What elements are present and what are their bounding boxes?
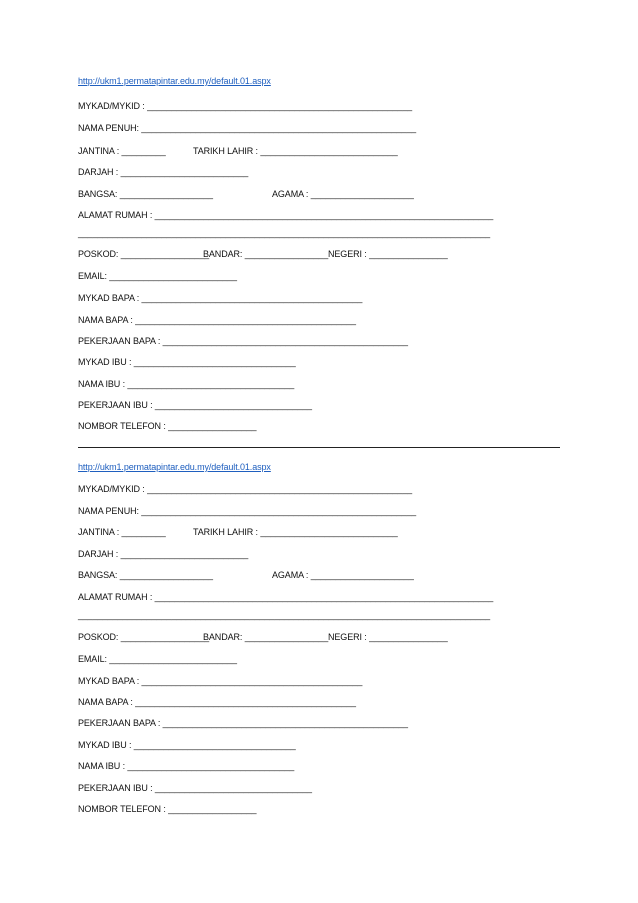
form-2-nama-ibu-field: NAMA IBU : __________________________________: [78, 761, 295, 771]
form-1-darjah-field: DARJAH : __________________________: [78, 167, 249, 177]
form-2-bandar-field: BANDAR: _________________: [203, 632, 329, 642]
form-2-nama-field: NAMA PENUH: ________________________________________________________: [78, 506, 417, 516]
form-1-bangsa-field: BANGSA: ___________________: [78, 189, 213, 199]
form-1-mykad-bapa-field: MYKAD BAPA : _____________________________________________: [78, 293, 363, 303]
form-2-poskod-field: POSKOD: __________________: [78, 632, 210, 642]
form-2-telefon-field: NOMBOR TELEFON : __________________: [78, 804, 257, 814]
form-2-jantina-field: JANTINA : _________: [78, 527, 166, 537]
form-2-pekerjaan-ibu-field: PEKERJAAN IBU : ________________________________: [78, 783, 312, 793]
form-2-darjah-field: DARJAH : __________________________: [78, 549, 249, 559]
form-2-negeri-field: NEGERI : ________________: [328, 632, 448, 642]
form-1-tarikh-lahir-field: TARIKH LAHIR : ____________________________: [193, 146, 398, 156]
form-1-poskod-field: POSKOD: __________________: [78, 249, 210, 259]
form-2-url-link[interactable]: http://ukm1.permatapintar.edu.my/default.01.aspx: [78, 462, 271, 472]
form-1-mykad-field: MYKAD/MYKID : ______________________________________________________: [78, 101, 413, 111]
form-1-jantina-field: JANTINA : _________: [78, 146, 166, 156]
form-2-mykad-field: MYKAD/MYKID : ______________________________________________________: [78, 484, 413, 494]
form-2-bangsa-field: BANGSA: ___________________: [78, 570, 213, 580]
form-2-alamat-field: ALAMAT RUMAH : _____________________________________________________________________: [78, 592, 494, 602]
form-2-email-field: EMAIL: __________________________: [78, 654, 237, 664]
form-1-pekerjaan-bapa-field: PEKERJAAN BAPA : __________________________________________________: [78, 336, 408, 346]
form-1-alamat-line-2: ____________________________________________________________________________________: [78, 228, 491, 238]
form-1-alamat-field: ALAMAT RUMAH : _____________________________________________________________________: [78, 210, 494, 220]
form-1-mykad-ibu-field: MYKAD IBU : _________________________________: [78, 357, 296, 367]
section-divider: [78, 447, 560, 448]
form-2-pekerjaan-bapa-field: PEKERJAAN BAPA : __________________________________________________: [78, 718, 408, 728]
form-1-telefon-field: NOMBOR TELEFON : __________________: [78, 421, 257, 431]
form-1-nama-ibu-field: NAMA IBU : __________________________________: [78, 379, 295, 389]
form-1-url-link[interactable]: http://ukm1.permatapintar.edu.my/default.01.aspx: [78, 76, 271, 86]
form-1-bandar-field: BANDAR: _________________: [203, 249, 329, 259]
form-2-agama-field: AGAMA : _____________________: [272, 570, 414, 580]
form-2-nama-bapa-field: NAMA BAPA : _____________________________________________: [78, 697, 356, 707]
form-1-nama-bapa-field: NAMA BAPA : _____________________________________________: [78, 315, 356, 325]
form-1-agama-field: AGAMA : _____________________: [272, 189, 414, 199]
form-1-nama-field: NAMA PENUH: ________________________________________________________: [78, 123, 417, 133]
form-1-pekerjaan-ibu-field: PEKERJAAN IBU : ________________________________: [78, 400, 312, 410]
form-2-mykad-ibu-field: MYKAD IBU : _________________________________: [78, 740, 296, 750]
form-2-alamat-line-2: ____________________________________________________________________________________: [78, 610, 491, 620]
form-1-negeri-field: NEGERI : ________________: [328, 249, 448, 259]
form-2-mykad-bapa-field: MYKAD BAPA : _____________________________________________: [78, 676, 363, 686]
form-1-email-field: EMAIL: __________________________: [78, 271, 237, 281]
form-2-tarikh-lahir-field: TARIKH LAHIR : ____________________________: [193, 527, 398, 537]
